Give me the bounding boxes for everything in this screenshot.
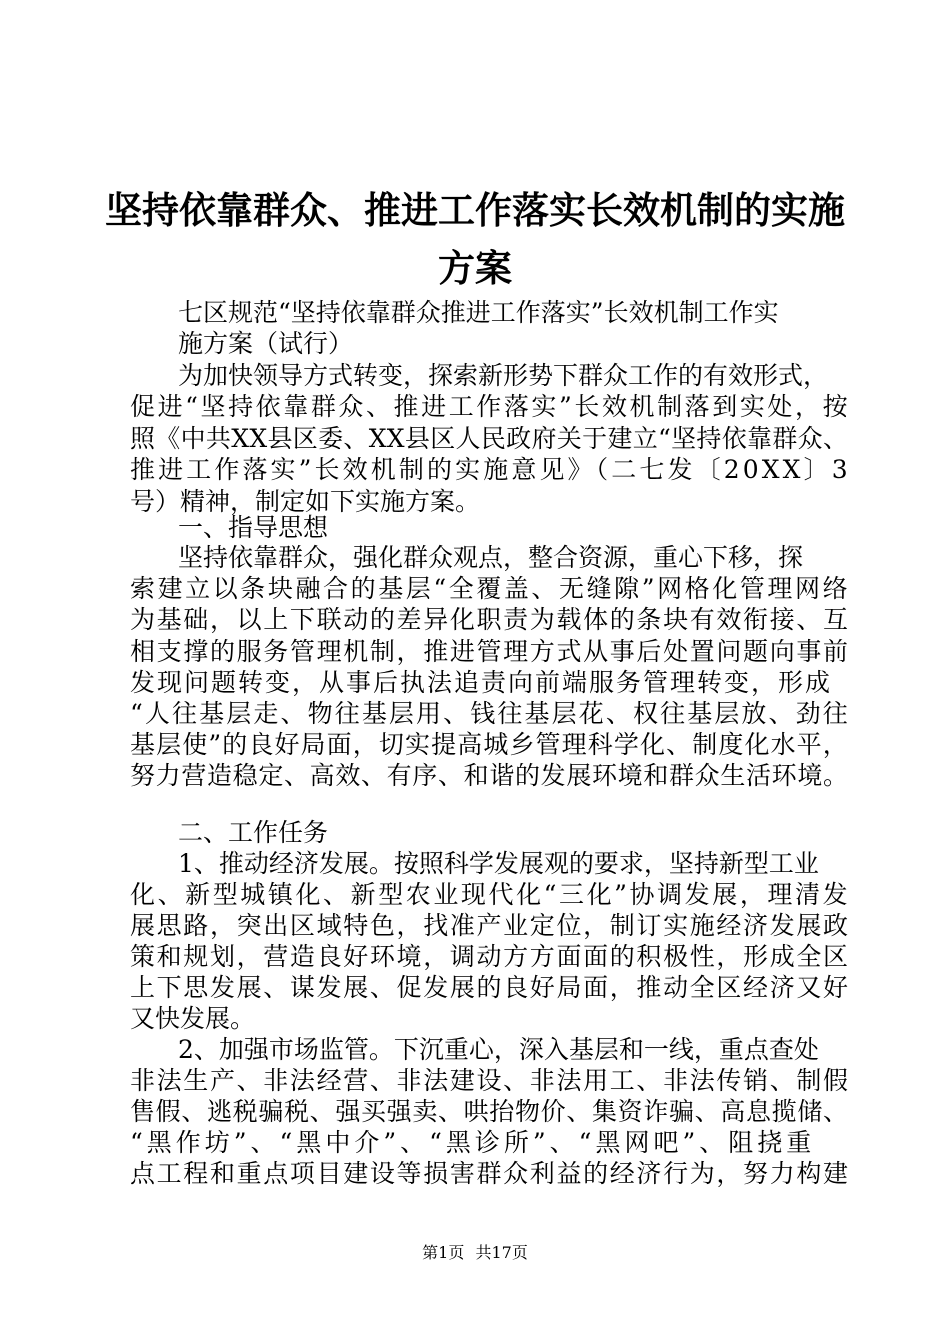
body-line: 1、推动经济发展。按照科学发展观的要求，坚持新型工业 xyxy=(178,849,819,878)
page-number: 第1页 xyxy=(422,1243,465,1262)
body-line: 为加快领导方式转变，探索新形势下群众工作的有效形式， xyxy=(178,361,829,390)
body-line: 上下思发展、谋发展、促发展的良好局面，推动全区经济又好 xyxy=(130,973,850,1002)
page-total: 共17页 xyxy=(475,1243,528,1262)
body-line: 七区规范“坚持依靠群众推进工作落实”长效机制工作实 xyxy=(178,298,779,327)
body-line: 照《中共XX县区委、XX县区人民政府关于建立“坚持依靠群众、 xyxy=(130,424,849,453)
body-line: 售假、逃税骗税、强买强卖、哄抬物价、集资诈骗、高息揽储、 xyxy=(130,1097,849,1126)
body-line: 努力营造稳定、高效、有序、和谐的发展环境和群众生活环境。 xyxy=(130,761,849,790)
body-line: 相支撑的服务管理机制，推进管理方式从事后处置问题向事前 xyxy=(130,637,850,666)
body-line: 二、工作任务 xyxy=(178,818,329,847)
body-line: 展思路，突出区域特色，找准产业定位，制订实施经济发展政 xyxy=(130,911,850,940)
document-title-line-1: 坚持依靠群众、推进工作落实长效机制的实施 xyxy=(105,188,845,232)
body-line: 施方案（试行） xyxy=(178,329,354,358)
body-line: 坚持依靠群众，强化群众观点，整合资源，重心下移，探 xyxy=(178,543,804,572)
body-line: 2、加强市场监管。下沉重心，深入基层和一线，重点查处 xyxy=(178,1035,819,1064)
body-line: 策和规划，营造良好环境，调动方方面面的积极性，形成全区 xyxy=(130,942,850,971)
body-line: 号）精神，制定如下实施方案。 xyxy=(130,487,481,516)
body-line: 一、指导思想 xyxy=(178,513,329,542)
document-title-line-2: 方案 xyxy=(438,246,512,290)
body-line: 非法生产、非法经营、非法建设、非法用工、非法传销、制假 xyxy=(130,1066,850,1095)
body-line: 索建立以条块融合的基层“全覆盖、无缝隙”网格化管理网络 xyxy=(130,574,851,603)
body-line: 又快发展。 xyxy=(130,1004,256,1033)
body-line: 推进工作落实”长效机制的实施意见》（二七发〔20XX〕3 xyxy=(130,455,851,484)
body-line: “黑作坊”、“黑中介”、“黑诊所”、“黑网吧”、阻挠重 xyxy=(130,1128,816,1157)
body-line: 基层使”的良好局面，切实提高城乡管理科学化、制度化水平， xyxy=(130,730,849,759)
body-line: 化、新型城镇化、新型农业现代化“三化”协调发展，理清发 xyxy=(130,880,851,909)
body-line: 点工程和重点项目建设等损害群众利益的经济行为，努力构建 xyxy=(130,1159,850,1188)
body-line: 发现问题转变，从事后执法追责向前端服务管理转变，形成 xyxy=(130,668,833,697)
body-line: “人往基层走、物往基层用、钱往基层花、权往基层放、劲往 xyxy=(130,699,850,728)
page-footer xyxy=(0,1243,950,1263)
body-line: 为基础，以上下联动的差异化职责为载体的条块有效衔接、互 xyxy=(130,605,850,634)
body-line: 促进“坚持依靠群众、推进工作落实”长效机制落到实处，按 xyxy=(130,392,851,421)
